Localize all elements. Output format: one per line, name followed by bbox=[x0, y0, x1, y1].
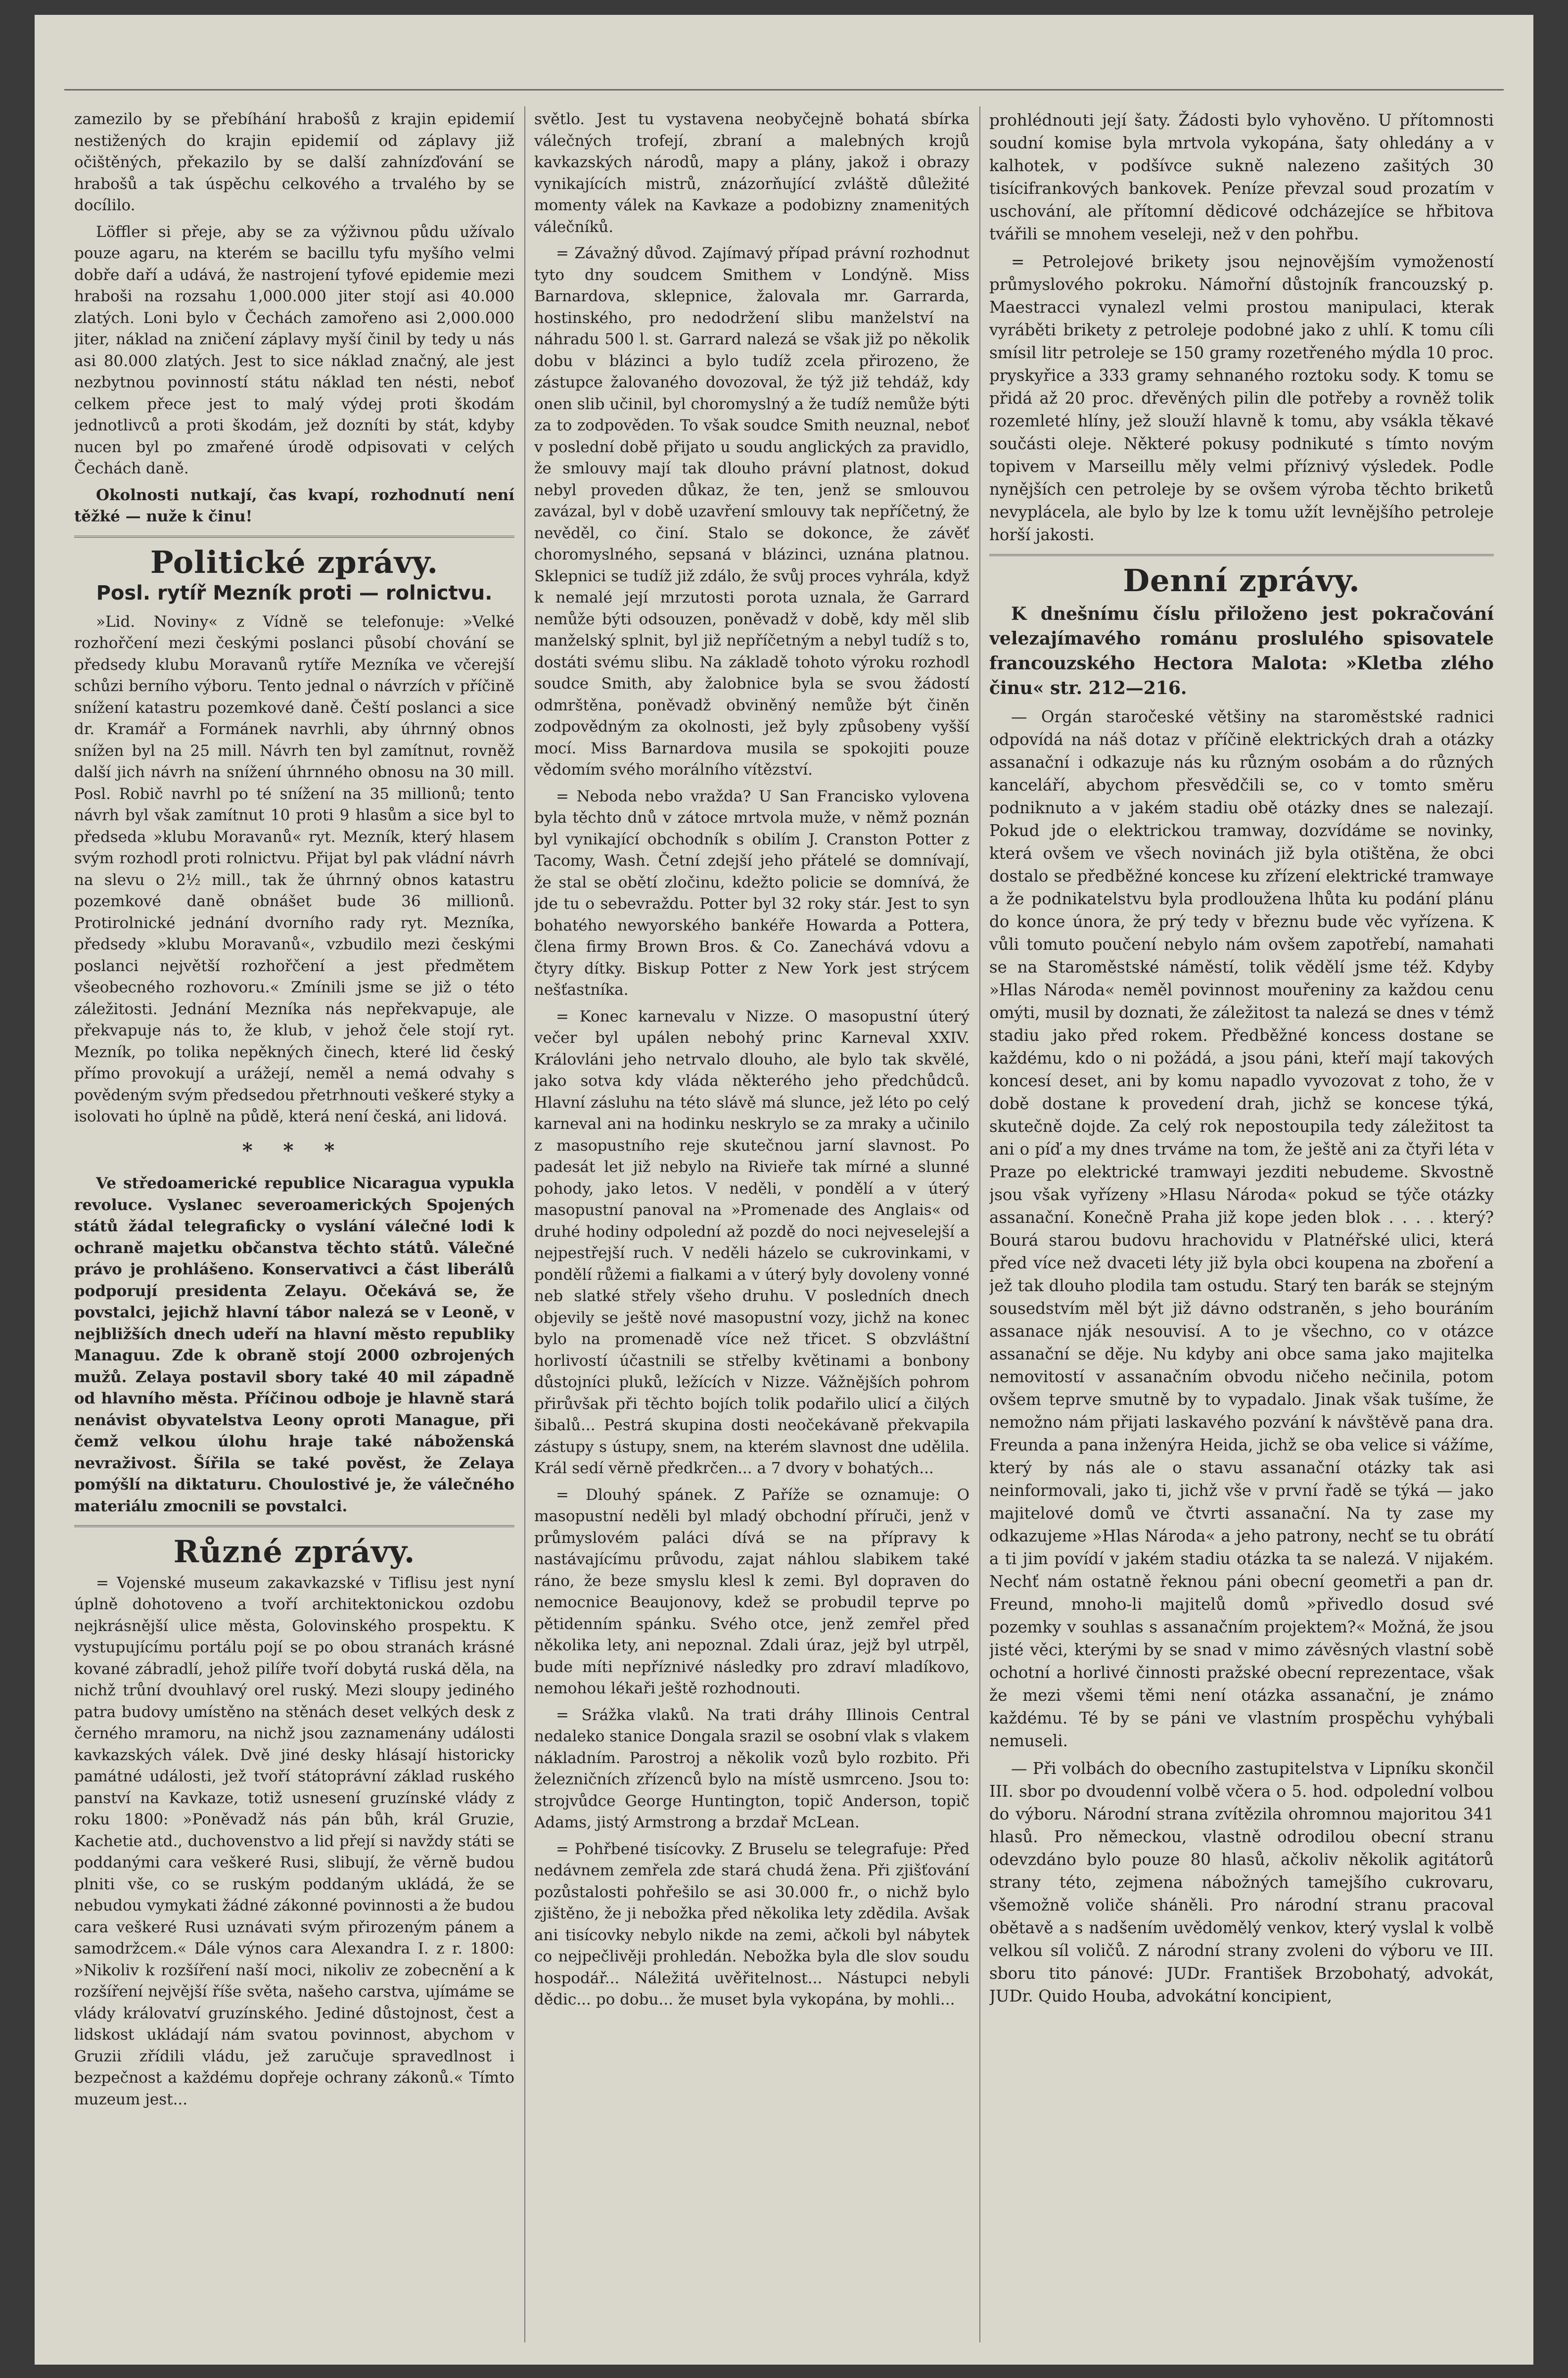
section-rule bbox=[74, 536, 514, 538]
paragraph: — Při volbách do obecního zastupitelstva v Lipníku skončil III. sbor po dvoudenní volbě včera o 5. hod. odpolední volbou do výboru. Národní strana zvítězila ohromnou majoritou 341 hlasů. Pro německou, vlastně odrodilou obecní stranu odevzdáno bylo pouze 80 hlasů, ačkoliv několik agitátorů strany této, zejmena nábožných tamejšího cukrovaru, všemožně voliče sháněli. Pro národní stranu pracoval obětavě a s nadšením uvědomělý venkov, který vyslal k volbě velkou síl voličů. Z národní strany zvoleni do výboru ve III. sboru tito pánové: JUDr. František Brzobohatý, advokát, JUDr. Quido Houba, advokátní koncipient, bbox=[989, 1759, 1494, 2005]
paragraph: = Srážka vlaků. Na trati dráhy Illinois Central nedaleko stanice Dongala srazil se osobní vlak s vlakem nákladním. Parostroj a několik vozů bylo rozbito. Při železničních zřízenců bylo na místě usmrceno. Jsou to: strojvůdce George Huntington, topič Anderson, topič Adams, jistý Armstrong a brzdař McLean. bbox=[534, 1706, 969, 1831]
paragraph: = Pohřbené tisícovky. Z Bruselu se telegrafuje: Před nedávnem zemřela zde stará chudá žena. Při zjišťování pozůstalosti pohřešilo se asi 30.000 fr., o nichž bylo zjištěno, že ji nebožka před několika lety zdědila. Avšak ani tisícovky nebylo nikde na zemi, ačkoli byl nábytek co nejpečlivěji prohledán. Nebožka byla dle slov soudu hospodář... Náležitá uvěřitelnost... Nástupci nebyli dědic... po dobu... že muset byla vykopána, by mohli... bbox=[534, 1840, 969, 2008]
separator-stars: * * * bbox=[242, 1138, 347, 1162]
paragraph: »Lid. Noviny« z Vídně se telefonuje: »Velké rozhořčení mezi českými poslanci působí chování se předsedy klubu Moravanů rytíře Mezníka ve včerejší schůzi berního výboru. Tento jednal o návrzích v příčině snížení katastru pozemkové daně. Čeští poslanci a sice dr. Kramář a Formánek navrhli, aby úhrnný obnos snížen byl na 25 mill. Návrh ten byl zamítnut, rovněž další jich návrh na snížení úhrnného obnosu na 30 mill. Posl. Robič navrhl po té snížení na 35 millionů; tento návrh byl však zamítnut 10 proti 9 hlasům a sice byl to předseda »klubu Moravanů« ryt. Mezník, který hlasem svým rozhodl proti rolnictvu. Přijat byl pak vládní návrh na slevu o 2½ mill., tak že úhrnný obnos katastru pozemkové daně obnášet bude 36 millionů. Protirolnické jednání dvorního rady ryt. Mezníka, předsedy »klubu Moravanů«, vzbudilo mezi českými poslanci největší rozhořčení a jest předmětem všeobecného rozhovoru.« Zmínili jsme se již o této záležitosti. Jednání Mezníka nás nepřekvapuje, ale překvapuje nás to, že klub, v jehož čele stojí ryt. Mezník, po tolika nepěkných činech, které lid český přímo provokují a urážejí, neměl a nemá odvahy s povědeným svým předsedou přetrhnouti veškeré styky a isolovati ho úplně na půdě, která není česká, ani lidová. bbox=[74, 612, 514, 1125]
paragraph: světlo. Jest tu vystavena neobyčejně bohatá sbírka válečných trofejí, zbraní a malebných krojů kavkazských národů, mapy a plány, jakož i obrazy vynikajících mistrů, znázorňující zvláště důležité momenty válek na Kavkaze a podobizny znamenitých válečníků. bbox=[534, 110, 969, 236]
paragraph: = Dlouhý spánek. Z Paříže se oznamuje: O masopustní neděli byl mladý obchodní příruči, jenž v průmyslovém paláci dívá se na přípravy k nastávajícímu průvodu, zajat náhlou slabikem také ráno, že beze smyslu klesl k zemi. Byl dopraven do nemocnice Beaujonovy, kdež se probudil teprve po pětidenním spánku. Svého otce, jenž zemřel před několika lety, ani nepoznal. Zdali úraz, jejž byl utrpěl, bude míti nepříznivé následky pro zdraví mladíkovo, nemohou lékaři ještě rozhodnouti. bbox=[534, 1486, 969, 1697]
section-heading-ruzne: Různé zprávy. bbox=[173, 1534, 415, 1570]
column-divider bbox=[979, 106, 980, 2342]
paragraph: = Závažný důvod. Zajímavý případ právní rozhodnut tyto dny soudcem Smithem v Londýně. Miss Barnardova, sklepnice, žalovala mr. Garrarda, hostinského, pro nedodržení slibu manželství na náhradu 500 l. st. Garrard nalezá se však již po několik dobu v blázinci a bylo tudíž zcela přirozeno, že zástupce žalovaného dovozoval, že týž již tehdáž, kdy onen slib učinil, byl choromyslný a že tudíž nemůže býti za to zodpověden. To však soudce Smith neuznal, neboť v poslední době přijato u soudu anglických za pravidlo, že smlouvy mají tak dlouho právní platnost, dokud nebyl proveden důkaz, že ten, jenž se smlouvou zavázal, byl v době uzavření smlouvy tak nepříčetný, že nevěděl, co činí. Stalo se dokonce, že závěť choromyslného, sepsaná v blázinci, uznána platnou. Sklepnici se tudíž již zdálo, že svůj proces vyhrála, když k nemalé její mrzutosti porota uznala, že Garrard nemůže býti odsouzen, poněvadž v době, kdy měl slib manželský splnit, byl již nepříčetným a nebyl tudíž s to, dostáti svému slibu. Na základě tohoto výroku rozhodl soudce Smith, aby žalobnice byla se svou žádostí odmrštěna, poněvadž obviněný nemůže být činěn zodpovědným za okolnosti, jež byly způsobeny vyšší mocí. Miss Barnardova musila se spokojiti pouze vědomím svého morálního vítězství. bbox=[534, 244, 969, 779]
paragraph: zamezilo by se přebíhání hrabošů z krajin epidemií nestižených do krajin epidemií od záplavy již očištěných, překazilo by se další zahnízďování se hrabošů a tak úspěchu celkového a trvalého by se docílilo. bbox=[74, 110, 514, 214]
paragraph: — Orgán staročeské většiny na staroměstské radnici odpovídá na náš dotaz v příčině elektrických drah a otázky assanační i odkazuje nás ku různým osobám a do různých kanceláří, abychom přesvědčili se, co v tomto směru podniknuto a v jakém stadiu obě otázky dnes se nalezají. Pokud jde o elektrickou tramway, dozvídáme se novinky, která ovšem ve všech novinách již byla otištěna, že obci dostalo se předběžné koncese ku zřízení elektrické tramwaye a že podnikatelstvu byla prodloužena lhůta ku podání plánu do konce února, že prý tedy v březnu bude věc vyřízena. K vůli tomuto poučení nebylo nám ovšem zapotřebí, namahati se na Staroměstské náměstí, tolik vědělí jsme též. Kdyby »Hlas Národa« neměl povinnost mouřeniny za každou cenu omýti, musil by doznati, že záležitost ta nalezá se dnes v témž stadiu jako před rokem. Předběžné koncess dostane se každému, kdo o ni požádá, a jsou páni, kteří mají takových koncesí deset, ani by komu napadlo vyvozovat z toho, že v době dostane k provedení drah, jichž se koncese týká, skutečně dojde. Za celý rok nepostoupila tedy záležitost ta ani o píď a my dnes trváme na tom, že ještě ani za čtyři léta v Praze po elektrické tramwayi jezditi nebudeme. Skvostně jsou však vyřízeny »Hlasu Národa« pokud se týče otázky assanační. Konečně Praha již kope jeden blok . . . . který? Bourá starou budovu hrachovidu v Platnéřské ulici, která před více než dvaceti léty již byla obci koupena na zboření a jež tak dlouho plodila tam ostudu. Starý ten barák se stejným sousedstvím měl být již dávno odstraněn, s jeho bouráním assanace nják nesouvisí. A to je všechno, co v otázce assanační se děje. Nu kdyby ani obce sama jako majitelka nemovitostí v assanačním obvodu ničeho nečinila, potom ovšem teprve smutně by to vypadalo. Jinak však tušíme, že nemožno nám přijati laskavého pozvání k návštěvě pana dra. Freunda a pana inženýra Heida, jichž se oba velice si vážíme, který by nás ale o stavu assanační otázky tak asi neinformovali, jako ti, jichž vše v první řadě se týká — jako majitelové domů ve čtvrti assanační. Na ty zase my odkazujeme »Hlas Národa« a jeho patrony, nechť se tu obrátí a ti jim povídí v jakém stadiu otázka ta se nalezá. V nijakém. Nechť nám ostatně řeknou páni obecní geometři a pan dr. Freund, mnoho-li majitelů domů »přivedlo dosud své pozemky v souhlas s assanačním projektem?« Možná, že jsou jisté věci, kterými by se snad v mimo závěsných vlastní sobě ochotní a horlivé činnosti pražské obecní reprezentace, však že mezi všemi těmi není otázka assanační, je známo každému. Té by se páni ve vlastním prospěchu vyhýbali nemuseli. bbox=[989, 707, 1494, 1750]
section-rule bbox=[74, 1525, 514, 1527]
paragraph-lead: K dnešnímu číslu přiloženo jest pokračování velezajímavého románu proslulého spisovatele francouzského Hectora Malota: »Kletba zlého činu« str. 212—216. bbox=[989, 603, 1494, 699]
paragraph: = Petrolejové brikety jsou nejnovějším vymožeností průmyslového pokroku. Námořní důstojník francouzský p. Maestracci vynalezl velmi prostou manipulaci, kterak vyráběti brikety z petroleje podobné jako z uhlí. K tomu cíli smísil litr petroleje se 150 gramy rozetřeného mýdla 10 proc. pryskyřice a 333 gramy sehnaného roztoku sody. K tomu se přidá až 20 proc. dřevěných pilin dle potřeby a rovněž tolik rozemleté hlíny, jež slouží hlavně k tomu, aby vsákla těkavé součásti oleje. Některé pokusy podnikuté s tímto novým topivem v Marseillu měly velmi příznivý výsledek. Podle nynějších cen petroleje by se ovšem výroba těchto briketů nevyplácela, ale bylo by lze k tomu užít levnějšího petroleje horší jakosti. bbox=[989, 252, 1494, 544]
newspaper-page bbox=[35, 15, 1533, 2365]
paragraph: = Vojenské museum zakavkazské v Tiflisu jest nyní úplně dohotoveno a tvoří architektonickou ozdobu nejkrásnější ulice města, Golovinského prospektu. K vystupujícímu portálu pojí se po obou stranách krásné kované zábradlí, jehož pilíře tvoří dobytá ruská děla, na nichž trůní dvouhlavý orel ruský. Mezi sloupy jediného patra budovy umístěno na stěnách deset velkých desk z černého mramoru, na nichž jsou zaznamenány události kavkazských válek. Dvě jiné desky hlásají historicky památné události, jež tvoří státoprávní základ ruského panství na Kavkaze, totiž usnesení gruzínské vlády z roku 1800: »Poněvadž nás pán bůh, král Gruzie, Kachetie atd., duchovenstvo a lid přejí si navždy státi se poddanými cara veškeré Rusi, slibují, že věrně budou plniti vše, co se ruským poddaným ukládá, že se nebudou vymykati žádné zákonné povinnosti a že budou cara veškeré Rusi uznávati svým přirozeným pánem a samodržcem.« Dále výnos cara Alexandra I. z r. 1800: »Nikoliv k rozšíření naší moci, nikoliv ze zobecnění a k rozšíření nejvější říše světa, našeho carstva, ujímáme se vlády královatví gruzínského. Jediné důstojnost, čest a lidskost ukládají nám svatou povinnost, abychom v Gruzii zřídili vládu, jež zaručuje spravedlnost i bezpečnost a každému dopřeje ochrany zákonů.« Tímto muzeum jest... bbox=[74, 1574, 514, 2108]
paragraph: Löffler si přeje, aby se za výživnou půdu užívalo pouze agaru, na kterém se bacillu tyfu myšího velmi dobře daří a udává, že nastrojení tyfové epidemie mezi hraboši na rozsahu 1,000.000 jiter stojí asi 40.000 zlatých. Loni bylo v Čechách zamořeno asi 2,000.000 jiter, náklad na zničení záplavy myší činil by tedy u nás asi 80.000 zlatých. Jest to sice náklad značný, ale jest nezbytnou povinností státu náklad ten nésti, neboť celkem přece jest to malý výdej proti škodám jednotlivců a proti škodám, jež dozníti by stát, kdyby nucen byl po zmařené úrodě odpisovati v celých Čechách daně. bbox=[74, 223, 514, 477]
paragraph: = Neboda nebo vražda? U San Francisko vylovena byla těchto dnů v zátoce mrtvola muže, v němž poznán byl vynikající obchodník s obilím J. Cranston Potter z Tacomy, Wash. Četní zdejší jeho přátelé se domnívají, že stal se obětí zločinu, kdežto policie se domnívá, že jde tu o sebevraždu. Potter byl 32 roky stár. Jest to syn bohatého newyorského bankéře Howarda a Pottera, člena firmy Brown Bros. & Co. Zanechává vdovu a čtyry dítky. Biskup Potter z New York jest strýcem nešťastníka. bbox=[534, 787, 969, 999]
column-3 bbox=[989, 109, 1494, 2345]
column-divider bbox=[524, 106, 525, 2342]
column-2 bbox=[534, 109, 969, 2345]
article-subheading: Posl. rytíř Mezník proti — rolnictvu. bbox=[96, 582, 493, 605]
section-heading-politicke: Politické zprávy. bbox=[150, 544, 439, 580]
paragraph: prohlédnouti její šaty. Žádosti bylo vyhověno. U přítomnosti soudní komise byla mrtvola vykopána, šaty ohledány a v kalhotek, v podšívce sukně nalezeno zašitých 30 tisícifrankových bankovek. Peníze převzal soud prozatím v uschování, ale přítomní dědicové odcházejíce se hřbitova tvářili se mnohem veseleji, než v den pohřbu. bbox=[989, 111, 1494, 243]
top-rule bbox=[64, 89, 1504, 91]
paragraph: Ve středoamerické republice Nicaragua vypukla revoluce. Vyslanec severoamerických Spojených států žádal telegraficky o vyslání válečné lodi k ochraně majetku občanstva těchto států. Válečné právo je prohlášeno. Konservativci a část liberálů podporují presidenta Zelayu. Očekává se, že povstalci, jejichž hlavní tábor nalezá se v Leoně, v nejbližších dnech udeří na hlavní město republiky Managuu. Zde k obraně stojí 2000 ozbrojených mužů. Zelaya postavil sbory také 40 mil západně od hlavního města. Příčinou odboje je hlavně stará nenávist obyvatelstva Leony oproti Manague, při čemž velkou úlohu hraje také náboženská nevraživost. Šířila se také pověst, že Zelaya pomýšlí na diktaturu. Choulostivé je, že válečného materiálu zmocnili se povstalci. bbox=[74, 1174, 514, 1515]
paragraph: = Konec karnevalu v Nizze. O masopustní úterý večer byl upálen nebohý princ Karneval XXIV. Královláni jeho netrvalo dlouho, ale bylo tak skvělé, jako sotva kdy vláda některého jeho předchůdců. Hlavní zásluhu na této slávě má slunce, jež léto po celý karneval ani na hodinku neskrylo se za mraky a učinilo z masopustního reje skutečnou jarní slavnost. Po padesát let již nebylo na Rivieře tak mírné a slunné pohody, jako letos. V neděli, v pondělí a v úterý masopustní panoval na »Promenade des Anglais« od druhé hodiny odpolední až pozdě do noci nejveselejší a nejpestřejší ruch. V neděli házelo se cukrovinkami, v pondělí růžemi a fialkami a v úterý byly dovoleny vonné neb slatké střely všeho druhu. V posledních dnech objevily se ještě nové masopustní vozy, jichž na konec bylo na promenadě více než třicet. S obzvláštní horlivostí účastnili se střelby květinami a bonbony důstojníci pluků, ležících v Nizze. Vážnějších pohrom přirůvšak při těchto bojích tolik podařilo ulicí a čilých šibalů... Pestrá skupina dosti neočekávaně překvapila zástupy s ústupy, snem, na kterém slavnost dne udělila. Král sedí věrně předkrčen... a 7 dvory v bohatých... bbox=[534, 1007, 969, 1477]
paragraph: Okolnosti nutkají, čas kvapí, rozhodnutí není těžké — nuže k činu! bbox=[74, 486, 514, 525]
column-1 bbox=[74, 109, 514, 2345]
section-heading-denni: Denní zprávy. bbox=[1123, 562, 1360, 599]
section-rule bbox=[989, 554, 1494, 556]
